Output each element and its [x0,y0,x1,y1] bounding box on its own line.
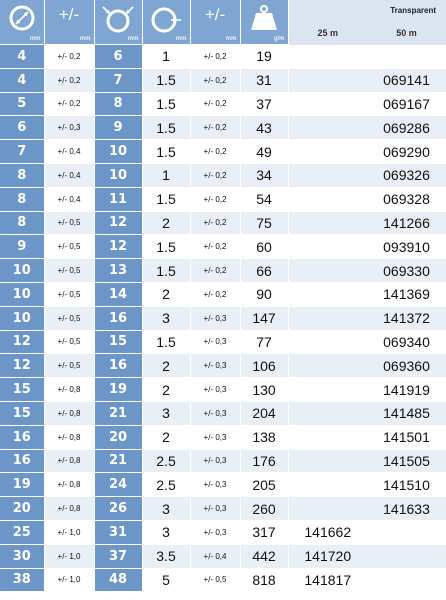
outer-diameter-cell: 13 [94,259,142,283]
table-row [0,520,446,544]
wall-tolerance-cell: +/- 0,3 [190,306,240,330]
ref-50m-cell: 141510 [367,473,446,497]
weight-cell: 147 [240,306,288,330]
ref-25m-cell [288,282,367,306]
inner-tolerance-cell: +/- 0,4 [44,140,94,164]
wall-tolerance-unit: mm [225,36,237,42]
wall-thickness-cell: 1 [142,163,190,187]
weight-cell: 138 [240,425,288,449]
inner-tolerance-cell: +/- 0,4 [44,163,94,187]
table-row [0,116,446,140]
inner-tolerance-header [44,0,94,45]
wall-tolerance-cell: +/- 0,2 [190,211,240,235]
ref-25m-cell [288,425,367,449]
outer-diameter-cell: 16 [94,306,142,330]
table-row [0,211,446,235]
inner-tolerance-unit: mm [79,36,91,42]
wall-tolerance-cell: +/- 0,3 [190,354,240,378]
inner-diameter-cell: 10 [0,282,44,306]
wall-tolerance-cell: +/- 0,3 [190,449,240,473]
outer-diameter-icon [100,3,136,37]
outer-diameter-cell: 21 [94,401,142,425]
ref-50m-cell: 141369 [367,282,446,306]
inner-diameter-cell: 20 [0,497,44,521]
outer-diameter-cell: 37 [94,544,142,568]
weight-cell: 37 [240,92,288,116]
weight-cell: 66 [240,259,288,283]
table-row [0,449,446,473]
table-row [0,401,446,425]
outer-diameter-cell: 11 [94,187,142,211]
ref-25m-cell [288,235,367,259]
ref-50m-cell: 141505 [367,449,446,473]
wall-thickness-header [142,0,190,45]
inner-tolerance-label: +/- [58,5,80,24]
ref-50m-cell: 141633 [367,497,446,521]
weight-cell: 54 [240,187,288,211]
weight-cell: 442 [240,544,288,568]
inner-tolerance-cell: +/- 0,5 [44,354,94,378]
inner-tolerance-cell: +/- 0,8 [44,401,94,425]
ref-25m-cell [288,187,367,211]
inner-diameter-unit: mm [29,36,41,42]
ref-25m-cell: 141817 [288,568,367,592]
wall-tolerance-cell: +/- 0,4 [190,544,240,568]
outer-diameter-cell: 6 [94,45,142,69]
weight-cell: 31 [240,68,288,92]
ref-50m-cell [367,520,446,544]
weight-cell: 317 [240,520,288,544]
wall-thickness-cell: 3 [142,497,190,521]
inner-diameter-cell: 5 [0,92,44,116]
weight-cell: 205 [240,473,288,497]
inner-diameter-icon [7,3,37,33]
inner-diameter-cell: 16 [0,425,44,449]
ref-25m-cell [288,401,367,425]
inner-diameter-cell: 16 [0,449,44,473]
table-row [0,163,446,187]
wall-thickness-cell: 1.5 [142,235,190,259]
table-row [0,330,446,354]
inner-diameter-cell: 9 [0,235,44,259]
ref-25m-cell [288,306,367,330]
table-row [0,425,446,449]
wall-thickness-cell: 1.5 [142,92,190,116]
inner-tolerance-cell: +/- 0,2 [44,45,94,69]
ref-50m-cell: 069167 [367,92,446,116]
inner-tolerance-cell: +/- 0,5 [44,306,94,330]
outer-diameter-cell: 26 [94,497,142,521]
inner-diameter-header [0,0,44,45]
ref-25m-cell [288,259,367,283]
ref-50m-cell [367,544,446,568]
ref-50m-cell: 069360 [367,354,446,378]
wall-tolerance-cell: +/- 0,3 [190,497,240,521]
outer-diameter-cell: 7 [94,68,142,92]
ref-50m-cell: 141485 [367,401,446,425]
ref-50m-cell: 069340 [367,330,446,354]
wall-thickness-cell: 1.5 [142,68,190,92]
wall-thickness-cell: 5 [142,568,190,592]
inner-diameter-cell: 6 [0,116,44,140]
outer-diameter-cell: 24 [94,473,142,497]
wall-tolerance-cell: +/- 0,3 [190,473,240,497]
ref-25m-cell: 141720 [288,544,367,568]
inner-diameter-cell: 38 [0,568,44,592]
wall-thickness-cell: 2 [142,354,190,378]
weight-cell: 106 [240,354,288,378]
wall-thickness-cell: 2 [142,211,190,235]
wall-tolerance-cell: +/- 0,2 [190,116,240,140]
inner-tolerance-cell: +/- 0,8 [44,497,94,521]
inner-tolerance-cell: +/- 0,5 [44,259,94,283]
ref-25m-cell [288,92,367,116]
outer-diameter-cell: 8 [94,92,142,116]
wall-tolerance-cell: +/- 0,2 [190,45,240,69]
weight-cell: 60 [240,235,288,259]
wall-thickness-cell: 2 [142,282,190,306]
wall-tolerance-cell: +/- 0,3 [190,520,240,544]
table-row [0,259,446,283]
ref-50m-cell: 069326 [367,163,446,187]
outer-diameter-header [94,0,142,45]
ref-50m-cell: 069141 [367,68,446,92]
table-row [0,235,446,259]
inner-tolerance-cell: +/- 0,2 [44,68,94,92]
weight-cell: 19 [240,45,288,69]
outer-diameter-unit: mm [127,36,139,42]
inner-tolerance-cell: +/- 0,8 [44,425,94,449]
inner-tolerance-cell: +/- 0,3 [44,116,94,140]
table-row [0,187,446,211]
outer-diameter-cell: 12 [94,211,142,235]
ref-50m-cell [367,568,446,592]
inner-diameter-cell: 15 [0,401,44,425]
ref-25m-cell [288,378,367,402]
ref-50m-cell [367,45,446,69]
weight-cell: 43 [240,116,288,140]
weight-cell: 176 [240,449,288,473]
weight-icon [248,3,280,33]
weight-cell: 204 [240,401,288,425]
inner-tolerance-cell: +/- 0,5 [44,235,94,259]
outer-diameter-cell: 48 [94,568,142,592]
wall-thickness-cell: 2.5 [142,449,190,473]
outer-diameter-cell: 10 [94,163,142,187]
weight-cell: 130 [240,378,288,402]
ref-50m-cell: 069330 [367,259,446,283]
wall-tolerance-cell: +/- 0,3 [190,330,240,354]
wall-tolerance-cell: +/- 0,2 [190,235,240,259]
inner-diameter-cell: 8 [0,163,44,187]
outer-diameter-cell: 20 [94,425,142,449]
weight-cell: 260 [240,497,288,521]
wall-tolerance-cell: +/- 0,2 [190,140,240,164]
weight-cell: 818 [240,568,288,592]
inner-tolerance-cell: +/- 0,5 [44,211,94,235]
inner-tolerance-cell: +/- 0,4 [44,187,94,211]
wall-thickness-cell: 1 [142,45,190,69]
wall-thickness-cell: 3 [142,520,190,544]
wall-tolerance-cell: +/- 0,2 [190,282,240,306]
outer-diameter-cell: 21 [94,449,142,473]
table-row [0,282,446,306]
ref-25m-cell [288,68,367,92]
outer-diameter-cell: 15 [94,330,142,354]
inner-diameter-cell: 30 [0,544,44,568]
ref-50m-cell: 141372 [367,306,446,330]
weight-cell: 34 [240,163,288,187]
table-row [0,497,446,521]
inner-tolerance-cell: +/- 0,5 [44,330,94,354]
inner-tolerance-cell: +/- 0,2 [44,92,94,116]
wall-thickness-cell: 1.5 [142,116,190,140]
inner-tolerance-cell: +/- 1,0 [44,520,94,544]
inner-tolerance-cell: +/- 0,8 [44,378,94,402]
inner-diameter-cell: 8 [0,187,44,211]
inner-tolerance-cell: +/- 1,0 [44,544,94,568]
inner-diameter-cell: 12 [0,354,44,378]
wall-thickness-cell: 1.5 [142,330,190,354]
wall-thickness-cell: 1.5 [142,187,190,211]
wall-tolerance-label: +/- [204,5,226,24]
outer-diameter-cell: 9 [94,116,142,140]
table-row [0,140,446,164]
length-25-header: 25 m [288,22,367,45]
ref-25m-cell [288,211,367,235]
inner-diameter-cell: 7 [0,140,44,164]
inner-tolerance-cell: +/- 0,5 [44,282,94,306]
ref-25m-cell [288,330,367,354]
table-body [0,45,446,592]
outer-diameter-cell: 19 [94,378,142,402]
table-row [0,92,446,116]
table-row [0,378,446,402]
wall-tolerance-cell: +/- 0,3 [190,401,240,425]
inner-diameter-cell: 8 [0,211,44,235]
wall-tolerance-cell: +/- 0,2 [190,187,240,211]
wall-thickness-cell: 1.5 [142,259,190,283]
wall-thickness-cell: 2.5 [142,473,190,497]
outer-diameter-cell: 14 [94,282,142,306]
ref-50m-cell: 069290 [367,140,446,164]
wall-thickness-cell: 1.5 [142,140,190,164]
table-row [0,544,446,568]
length-50-header: 50 m [367,22,446,45]
wall-tolerance-cell: +/- 0,2 [190,68,240,92]
table-row [0,568,446,592]
wall-thickness-cell: 3.5 [142,544,190,568]
ref-50m-cell: 069286 [367,116,446,140]
ref-25m-cell [288,449,367,473]
inner-diameter-cell: 4 [0,45,44,69]
inner-tolerance-cell: +/- 1,0 [44,568,94,592]
wall-thickness-cell: 2 [142,378,190,402]
wall-tolerance-cell: +/- 0,5 [190,568,240,592]
outer-diameter-cell: 16 [94,354,142,378]
table-row [0,354,446,378]
wall-tolerance-cell: +/- 0,3 [190,425,240,449]
ref-25m-cell [288,473,367,497]
weight-header [240,0,288,45]
ref-25m-cell [288,354,367,378]
inner-diameter-cell: 12 [0,330,44,354]
weight-cell: 75 [240,211,288,235]
weight-cell: 77 [240,330,288,354]
color-header: Transparent [288,0,446,22]
ref-50m-cell: 093910 [367,235,446,259]
outer-diameter-cell: 10 [94,140,142,164]
wall-thickness-cell: 3 [142,401,190,425]
wall-thickness-cell: 2 [142,425,190,449]
weight-cell: 90 [240,282,288,306]
ref-25m-cell [288,140,367,164]
wall-tolerance-cell: +/- 0,3 [190,378,240,402]
weight-cell: 49 [240,140,288,164]
wall-thickness-unit: mm [175,36,187,42]
ref-50m-cell: 141266 [367,211,446,235]
inner-diameter-cell: 10 [0,259,44,283]
ref-25m-cell: 141662 [288,520,367,544]
inner-diameter-cell: 15 [0,378,44,402]
wall-tolerance-cell: +/- 0,2 [190,259,240,283]
wall-tolerance-cell: +/- 0,2 [190,163,240,187]
outer-diameter-cell: 12 [94,235,142,259]
outer-diameter-cell: 31 [94,520,142,544]
inner-diameter-cell: 19 [0,473,44,497]
wall-tolerance-header [190,0,240,45]
wall-thickness-icon [149,3,183,35]
table-row [0,473,446,497]
inner-diameter-cell: 4 [0,68,44,92]
ref-25m-cell [288,163,367,187]
table-row [0,306,446,330]
inner-diameter-cell: 10 [0,306,44,330]
table-row [0,68,446,92]
inner-tolerance-cell: +/- 0,8 [44,473,94,497]
wall-thickness-cell: 3 [142,306,190,330]
ref-25m-cell [288,45,367,69]
ref-25m-cell [288,497,367,521]
table-row [0,45,446,69]
weight-unit: g/m [273,36,285,42]
ref-50m-cell: 141919 [367,378,446,402]
ref-50m-cell: 141501 [367,425,446,449]
ref-50m-cell: 069328 [367,187,446,211]
ref-25m-cell [288,116,367,140]
wall-tolerance-cell: +/- 0,2 [190,92,240,116]
inner-tolerance-cell: +/- 0,8 [44,449,94,473]
inner-diameter-cell: 25 [0,520,44,544]
